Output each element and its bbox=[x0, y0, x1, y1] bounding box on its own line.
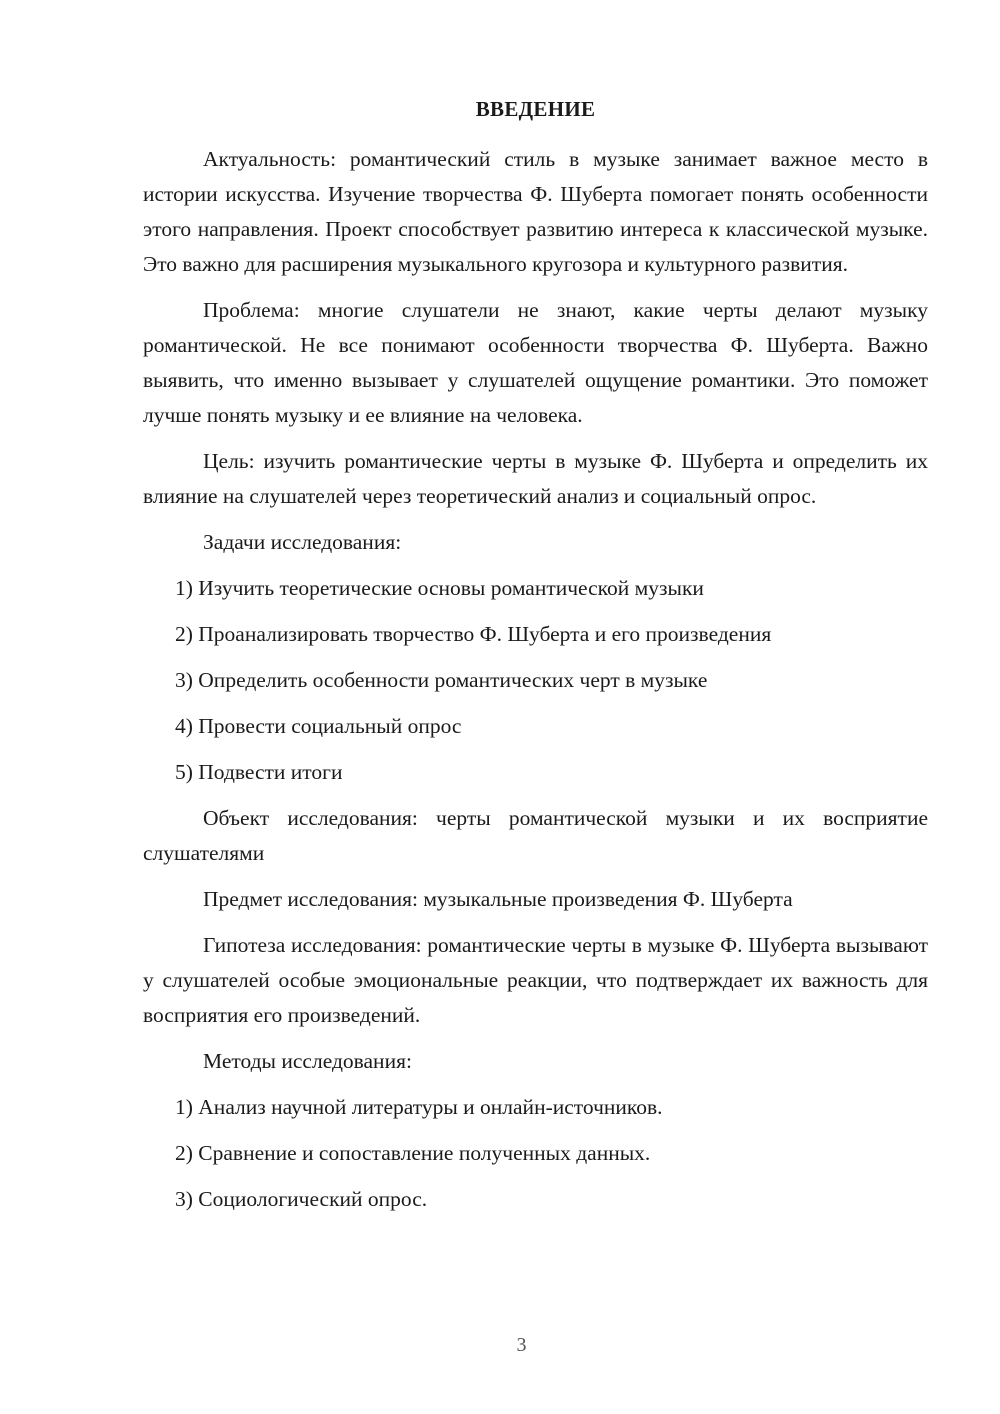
page-number: 3 bbox=[516, 1334, 527, 1356]
problem-paragraph: Проблема: многие слушатели не знают, какие черты делают музыку романтической. Не все понимают особенности творчества Ф. Шуберта. Важно выявить, что именно вызывает у слушателей ощущение романтики. Это поможет лучше понять музыку и ее влияние на человека. bbox=[143, 298, 928, 427]
tasks-heading: Задачи исследования: bbox=[203, 530, 402, 554]
method-item: 2) Сравнение и сопоставление полученных данных. bbox=[175, 1141, 651, 1165]
document-body bbox=[143, 142, 928, 1228]
method-item: 3) Социологический опрос. bbox=[175, 1187, 428, 1211]
task-item: 3) Определить особенности романтических черт в музыке bbox=[175, 668, 708, 692]
document-page bbox=[143, 0, 928, 1414]
hypothesis-paragraph: Гипотеза исследования: романтические черты в музыке Ф. Шуберта вызывают у слушателей особые эмоциональные реакции, что подтверждает их важность для восприятия его произведений. bbox=[143, 933, 928, 1027]
method-item: 1) Анализ научной литературы и онлайн-источников. bbox=[175, 1095, 663, 1119]
task-item: 5) Подвести итоги bbox=[175, 760, 343, 784]
methods-heading: Методы исследования: bbox=[203, 1049, 412, 1073]
task-item: 4) Провести социальный опрос bbox=[175, 714, 462, 738]
page-title: ВВЕДЕНИЕ bbox=[475, 97, 596, 121]
relevance-paragraph: Актуальность: романтический стиль в музыке занимает важное место в истории искусства. Изучение творчества Ф. Шуберта помогает понять особенности этого направления. Проект способствует развитию интереса к классической музыке. Это важно для расширения музыкального кругозора и культурного развития. bbox=[143, 147, 928, 276]
task-item: 1) Изучить теоретические основы романтической музыки bbox=[175, 576, 704, 600]
task-item: 2) Проанализировать творчество Ф. Шуберта и его произведения bbox=[175, 622, 772, 646]
object-paragraph: Объект исследования: черты романтической музыки и их восприятие слушателями bbox=[143, 806, 928, 865]
subject-paragraph: Предмет исследования: музыкальные произведения Ф. Шуберта bbox=[203, 887, 793, 911]
goal-paragraph: Цель: изучить романтические черты в музыке Ф. Шуберта и определить их влияние на слушателей через теоретический анализ и социальный опрос. bbox=[143, 449, 928, 508]
